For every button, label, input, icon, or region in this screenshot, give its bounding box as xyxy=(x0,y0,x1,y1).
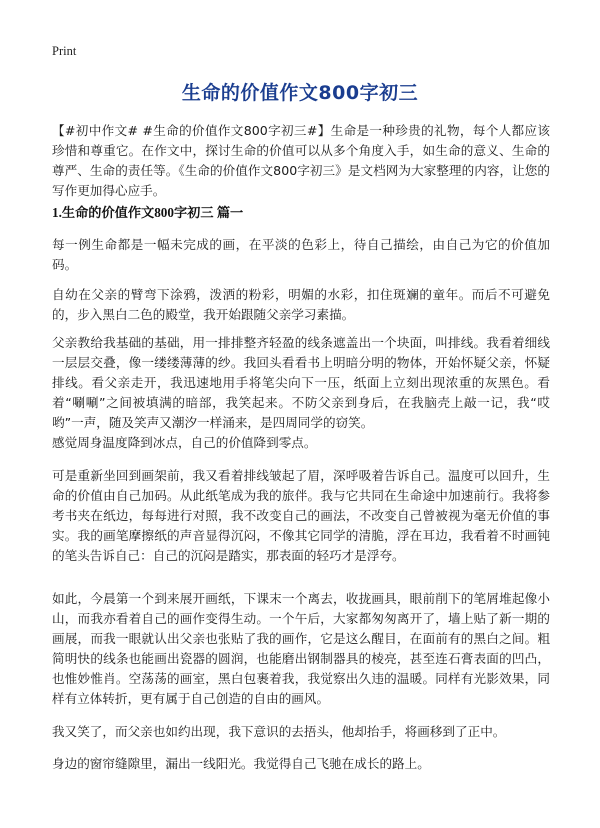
body-paragraph-3: 父亲教给我基础的基础，用一排排整齐轻盈的线条遮盖出一个块面，叫排线。我看着细线一层层交叠，像一缕缕薄薄的纱。我回头看看书上明暗分明的物体，开始怀疑父亲，怀疑排线。看父亲走开，我迅速地用手将笔尖向下一压，纸面上立刻出现浓重的灰黑色。看着“唰唰”之间被填满的暗部，我笑起来。不防父亲到身后，在我脑壳上敲一记，我“哎哟”一声，随及笑声又潮汐一样涌来，是四周同学的窃笑。 xyxy=(52,335,550,430)
print-label: Print xyxy=(52,44,77,58)
body-paragraph-6: 如此，今晨第一个到来展开画纸，下课末一个离去，收拢画具，眼前削下的笔屑堆起像小山，而我亦看着自己的画作变得生动。一个午后，大家都匆匆离开了，墙上贴了新一期的画展，而我一眼就认出父亲也张贴了我的画作，它是这么醒目，在面前有的黑白之间。粗简明快的线条也能画出瓷器的圆润，也能磨出钢制器具的棱亮，甚至连石膏表面的凹凸，也惟妙惟肖。空荡荡的画室，黑白包裹着我，我觉察出久违的温暖。同样有光影效果，同样有立体转折，更有属于自己创造的自由的画风。 xyxy=(52,591,550,706)
body-paragraph-7: 我又笑了，而父亲也如约出现，我下意识的去捂头，他却抬手，将画移到了正中。 xyxy=(52,724,506,739)
body-paragraph-2: 自幼在父亲的臂弯下涂鸦，泼洒的粉彩，明媚的水彩，扣住斑斓的童年。而后不可避免的，步入黑白二色的殿堂，我开始跟随父亲学习素描。 xyxy=(52,287,550,322)
document-title: 生命的价值作文800字初三 xyxy=(181,82,419,104)
body-paragraph-4: 感觉周身温度降到冰点，自己的价值降到零点。 xyxy=(52,435,317,450)
body-paragraph-5: 可是重新坐回到画架前，我又看着排线皱起了眉，深呼吸着告诉自己。温度可以回升，生命的价值由自己加码。从此纸笔成为我的旅伴。我与它共同在生命途中加速前行。我将参考书夹在纸边，每每进行对照，我不改变自己的画法，不改变自己曾被视为毫无价值的事实。我的画笔摩擦纸的声音显得沉闷，不像其它同学的清脆，浮在耳边，我看着不时画钝的笔头告诉自己：自己的沉闷是踏实，那表面的轻巧才是浮夸。 xyxy=(52,468,550,563)
section-heading: 1.生命的价值作文800字初三 篇一 xyxy=(52,205,244,220)
body-paragraph-1: 每一例生命都是一幅未完成的画，在平淡的色彩上，待自己描绘，由自己为它的价值加码。 xyxy=(52,237,550,272)
body-paragraph-8: 身边的窗帘缝隙里，漏出一线阳光。我觉得自己飞驰在成长的路上。 xyxy=(52,756,430,771)
intro-paragraph: 【#初中作文# #生命的价值作文800字初三#】生命是一种珍贵的礼物，每个人都应该珍惜和尊重它。在作文中，探讨生命的价值可以从多个角度入手，如生命的意义、生命的尊严、生命的责任等。《生命的价值作文800字初三》是文档网为大家整理的内容，让您的写作更加得心应手。 xyxy=(52,123,550,198)
